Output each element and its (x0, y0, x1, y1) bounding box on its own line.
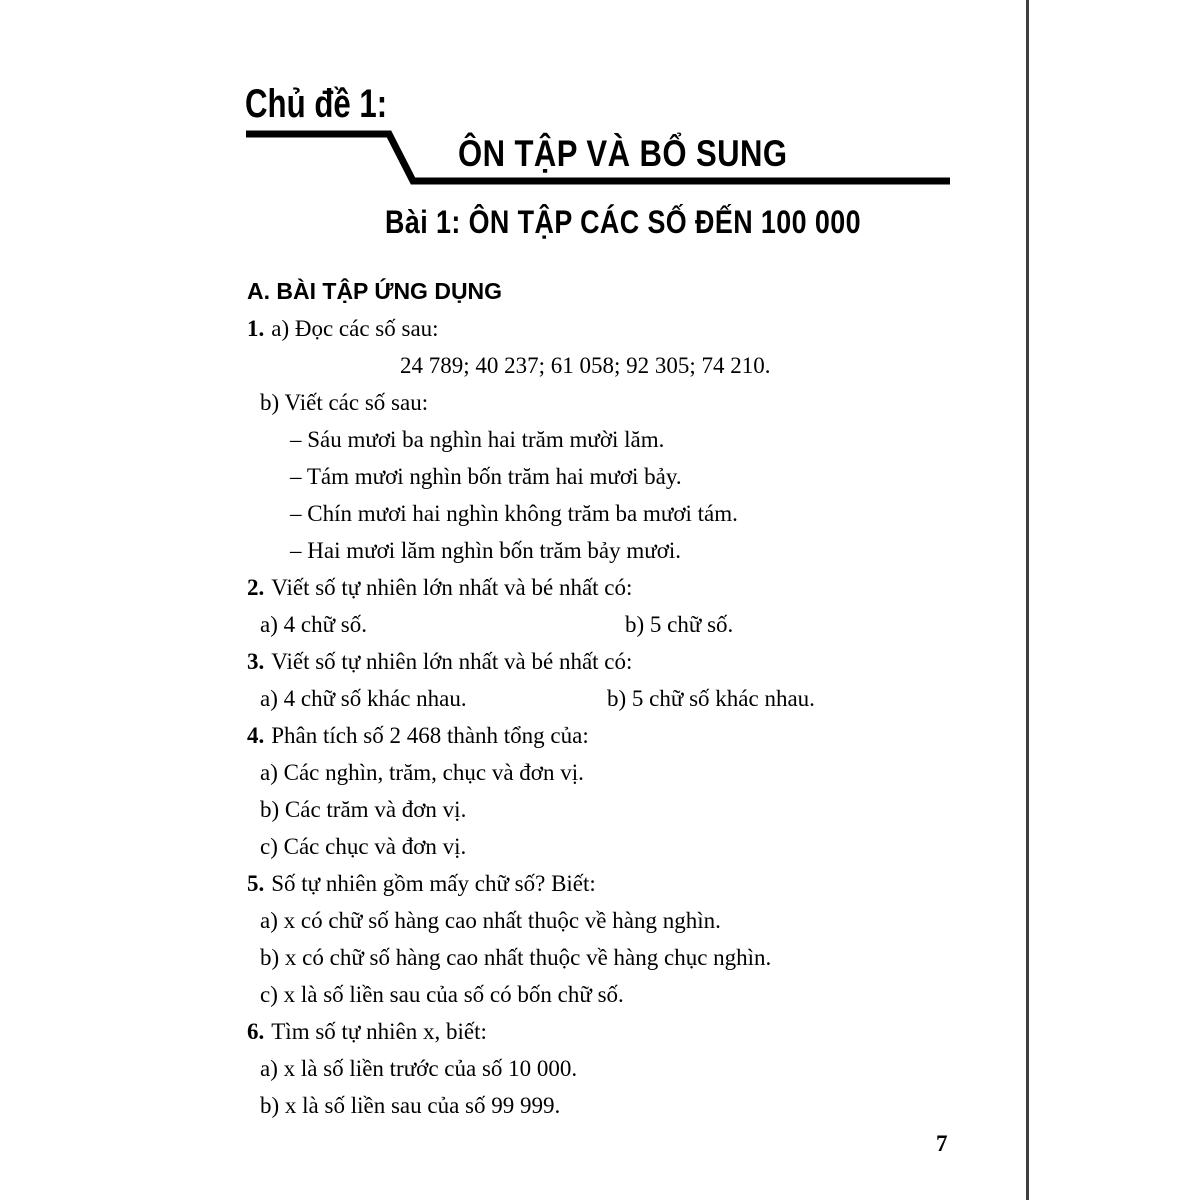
exercise-1-numbers-line: 24 789; 40 237; 61 058; 92 305; 74 210. (400, 353, 771, 378)
exercise-2-part-b: b) 5 chữ số. (625, 612, 734, 637)
exercise-1-part-b: b) Viết các số sau: (260, 390, 429, 415)
exercise-1-part-a: a) Đọc các số sau: (271, 316, 439, 341)
exercise-5-part-b: b) x có chữ số hàng cao nhất thuộc về hàng chục nghìn. (260, 945, 772, 970)
exercise-4-part-c: c) Các chục và đơn vị. (260, 834, 467, 859)
exercise-3-stem (0, 643, 1026, 680)
exercise-1-dash-item: – Chín mươi hai nghìn không trăm ba mươi tám. (290, 501, 738, 526)
exercise-5-part-c: c) x là số liền sau của số có bốn chữ số. (260, 982, 624, 1007)
exercise-4-stem-text: Phân tích số 2 468 thành tổng của: (271, 723, 589, 748)
exercise-content (0, 273, 1026, 1124)
exercise-1-dash-item: – Sáu mươi ba nghìn hai trăm mười lăm. (290, 427, 665, 452)
exercise-3-number: 3. (247, 649, 265, 674)
exercise-1-dash-item: – Hai mươi lăm nghìn bốn trăm bảy mươi. (290, 538, 682, 563)
exercise-6-part-a: a) x là số liền trước của số 10 000. (260, 1056, 578, 1081)
exercise-5-stem-text: Số tự nhiên gồm mấy chữ số? Biết: (271, 871, 596, 896)
exercise-2-stem-text: Viết số tự nhiên lớn nhất và bé nhất có: (271, 575, 633, 600)
exercise-4-stem (0, 717, 1026, 754)
exercise-4-number: 4. (247, 723, 265, 748)
section-a-heading: A. BÀI TẬP ỨNG DỤNG (247, 278, 503, 304)
topic-label: Chủ đề 1: (245, 82, 388, 126)
page-number: 7 (936, 1131, 948, 1156)
exercise-6-stem-text: Tìm số tự nhiên x, biết: (271, 1019, 487, 1044)
exercise-4-part-b: b) Các trăm và đơn vị. (260, 797, 467, 822)
exercise-1-number: 1. (247, 316, 265, 341)
exercise-5-part-a: a) x có chữ số hàng cao nhất thuộc về hàng nghìn. (260, 908, 721, 933)
exercise-5-stem (0, 865, 1026, 902)
exercise-5-number: 5. (247, 871, 265, 896)
exercise-6-number: 6. (247, 1019, 265, 1044)
exercise-3-part-b: b) 5 chữ số khác nhau. (607, 686, 815, 711)
exercise-4-part-a: a) Các nghìn, trăm, chục và đơn vị. (260, 760, 584, 785)
exercise-1-dash-item: – Tám mươi nghìn bốn trăm hai mươi bảy. (290, 464, 682, 489)
exercise-3-parts (0, 680, 1026, 717)
exercise-2-parts (0, 606, 1026, 643)
exercise-2-part-a: a) 4 chữ số. (260, 612, 367, 637)
exercise-3-stem-text: Viết số tự nhiên lớn nhất và bé nhất có: (271, 649, 633, 674)
exercise-6-stem (0, 1013, 1026, 1050)
lesson-title: Bài 1: ÔN TẬP CÁC SỐ ĐẾN 100 000 (385, 204, 862, 240)
exercise-2-number: 2. (247, 575, 265, 600)
exercise-1-intro (0, 310, 1026, 347)
topic-title: ÔN TẬP VÀ BỔ SUNG (458, 133, 788, 174)
exercise-3-part-a: a) 4 chữ số khác nhau. (260, 686, 467, 711)
exercise-2-stem (0, 569, 1026, 606)
exercise-6-part-b: b) x là số liền sau của số 99 999. (260, 1093, 561, 1118)
page-border-line (1026, 0, 1029, 1200)
